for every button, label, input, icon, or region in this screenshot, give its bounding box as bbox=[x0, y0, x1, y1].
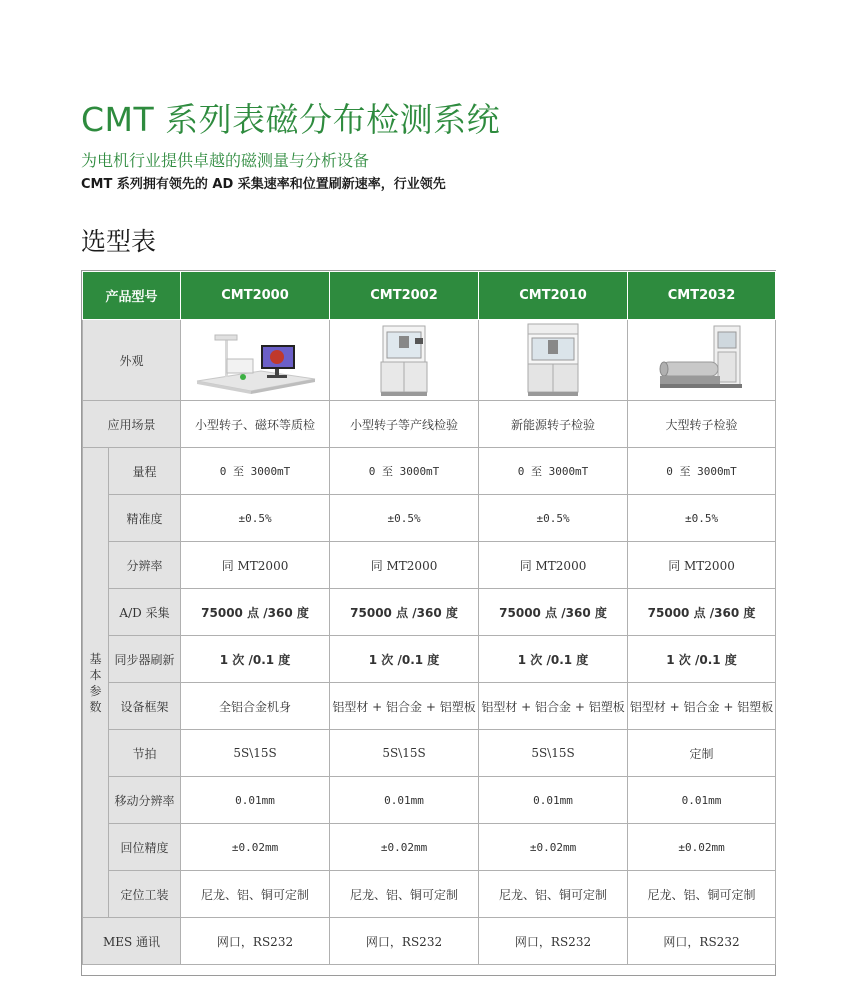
table-cell: 铝型材 + 铝合金 + 铝塑板 bbox=[479, 683, 628, 730]
table-cell: 1 次 /0.1 度 bbox=[479, 636, 628, 683]
row-label: 节拍 bbox=[109, 730, 181, 777]
appearance-row bbox=[83, 320, 776, 401]
table-cell: ±0.02mm bbox=[181, 824, 330, 871]
table-cell: 网口，RS232 bbox=[181, 918, 330, 965]
table-cell: 0.01mm bbox=[181, 777, 330, 824]
table-cell: 1 次 /0.1 度 bbox=[330, 636, 479, 683]
table-cell: 0 至 3000mT bbox=[628, 448, 776, 495]
product-image bbox=[628, 320, 776, 401]
table-cell: ±0.02mm bbox=[330, 824, 479, 871]
row-label: A/D 采集 bbox=[109, 589, 181, 636]
param-row bbox=[83, 589, 776, 636]
table-cell: 0 至 3000mT bbox=[181, 448, 330, 495]
table-cell: 0 至 3000mT bbox=[479, 448, 628, 495]
param-row bbox=[83, 824, 776, 871]
model-name: CMT2032 bbox=[628, 272, 776, 320]
table-cell: 大型转子检验 bbox=[628, 401, 776, 448]
table-cell: 尼龙、铝、铜可定制 bbox=[479, 871, 628, 918]
table-cell: 0.01mm bbox=[330, 777, 479, 824]
table-cell: 尼龙、铝、铜可定制 bbox=[330, 871, 479, 918]
product-image bbox=[479, 320, 628, 401]
param-row bbox=[83, 683, 776, 730]
table-cell: 小型转子、磁环等质检 bbox=[181, 401, 330, 448]
row-label: 精准度 bbox=[109, 495, 181, 542]
page-subtitle: 为电机行业提供卓越的磁测量与分析设备 bbox=[81, 151, 370, 170]
section-title: 选型表 bbox=[81, 227, 157, 256]
table-cell: 网口，RS232 bbox=[479, 918, 628, 965]
param-group-label: 基 本 参 数 bbox=[83, 448, 109, 918]
page-description: CMT 系列拥有领先的 AD 采集速率和位置刷新速率，行业领先 bbox=[81, 177, 446, 192]
table-cell: 同 MT2000 bbox=[330, 542, 479, 589]
table-cell: 5S\15S bbox=[181, 730, 330, 777]
application-row bbox=[83, 401, 776, 448]
table-cell: 小型转子等产线检验 bbox=[330, 401, 479, 448]
param-row bbox=[83, 542, 776, 589]
product-image bbox=[181, 320, 330, 401]
model-name: CMT2010 bbox=[479, 272, 628, 320]
table-cell: 网口，RS232 bbox=[330, 918, 479, 965]
table-cell: 0.01mm bbox=[479, 777, 628, 824]
table-cell: 同 MT2000 bbox=[628, 542, 776, 589]
row-label: 定位工装 bbox=[109, 871, 181, 918]
row-label: 外观 bbox=[83, 320, 181, 401]
table-cell: 75000 点 /360 度 bbox=[330, 589, 479, 636]
table-cell: 5S\15S bbox=[479, 730, 628, 777]
table-cell: 1 次 /0.1 度 bbox=[628, 636, 776, 683]
table-cell: 铝型材 + 铝合金 + 铝塑板 bbox=[330, 683, 479, 730]
table-cell: 定制 bbox=[628, 730, 776, 777]
mes-row bbox=[83, 918, 776, 965]
row-label: 回位精度 bbox=[109, 824, 181, 871]
param-row bbox=[83, 636, 776, 683]
table-cell: 同 MT2000 bbox=[479, 542, 628, 589]
table-cell: 0 至 3000mT bbox=[330, 448, 479, 495]
table-cell: 5S\15S bbox=[330, 730, 479, 777]
row-label: 移动分辨率 bbox=[109, 777, 181, 824]
table-cell: ±0.5% bbox=[330, 495, 479, 542]
row-label: 同步器刷新 bbox=[109, 636, 181, 683]
product-image bbox=[330, 320, 479, 401]
table-cell: 尼龙、铝、铜可定制 bbox=[181, 871, 330, 918]
param-row bbox=[83, 730, 776, 777]
table-cell: ±0.5% bbox=[479, 495, 628, 542]
table-cell: 75000 点 /360 度 bbox=[479, 589, 628, 636]
table-cell: 尼龙、铝、铜可定制 bbox=[628, 871, 776, 918]
table-cell: 75000 点 /360 度 bbox=[181, 589, 330, 636]
table-cell: 75000 点 /360 度 bbox=[628, 589, 776, 636]
row-label: 量程 bbox=[109, 448, 181, 495]
table-cell: ±0.02mm bbox=[479, 824, 628, 871]
row-label: 设备框架 bbox=[109, 683, 181, 730]
table-cell: 全铝合金机身 bbox=[181, 683, 330, 730]
table-cell: 同 MT2000 bbox=[181, 542, 330, 589]
param-row bbox=[83, 871, 776, 918]
page-title: CMT 系列表磁分布检测系统 bbox=[81, 100, 501, 139]
row-label: 分辨率 bbox=[109, 542, 181, 589]
table-cell: ±0.5% bbox=[628, 495, 776, 542]
row-label: MES 通讯 bbox=[83, 918, 181, 965]
table-cell: ±0.02mm bbox=[628, 824, 776, 871]
param-row bbox=[83, 448, 776, 495]
table-cell: 0.01mm bbox=[628, 777, 776, 824]
row-label: 应用场景 bbox=[83, 401, 181, 448]
table-cell: 新能源转子检验 bbox=[479, 401, 628, 448]
model-name: CMT2000 bbox=[181, 272, 330, 320]
table-cell: 网口，RS232 bbox=[628, 918, 776, 965]
model-name: CMT2002 bbox=[330, 272, 479, 320]
table-cell: 1 次 /0.1 度 bbox=[181, 636, 330, 683]
param-row bbox=[83, 495, 776, 542]
model-header-label: 产品型号 bbox=[83, 272, 181, 320]
param-row bbox=[83, 777, 776, 824]
selection-table bbox=[81, 270, 776, 976]
table-cell: 铝型材 + 铝合金 + 铝塑板 bbox=[628, 683, 776, 730]
table-cell: ±0.5% bbox=[181, 495, 330, 542]
